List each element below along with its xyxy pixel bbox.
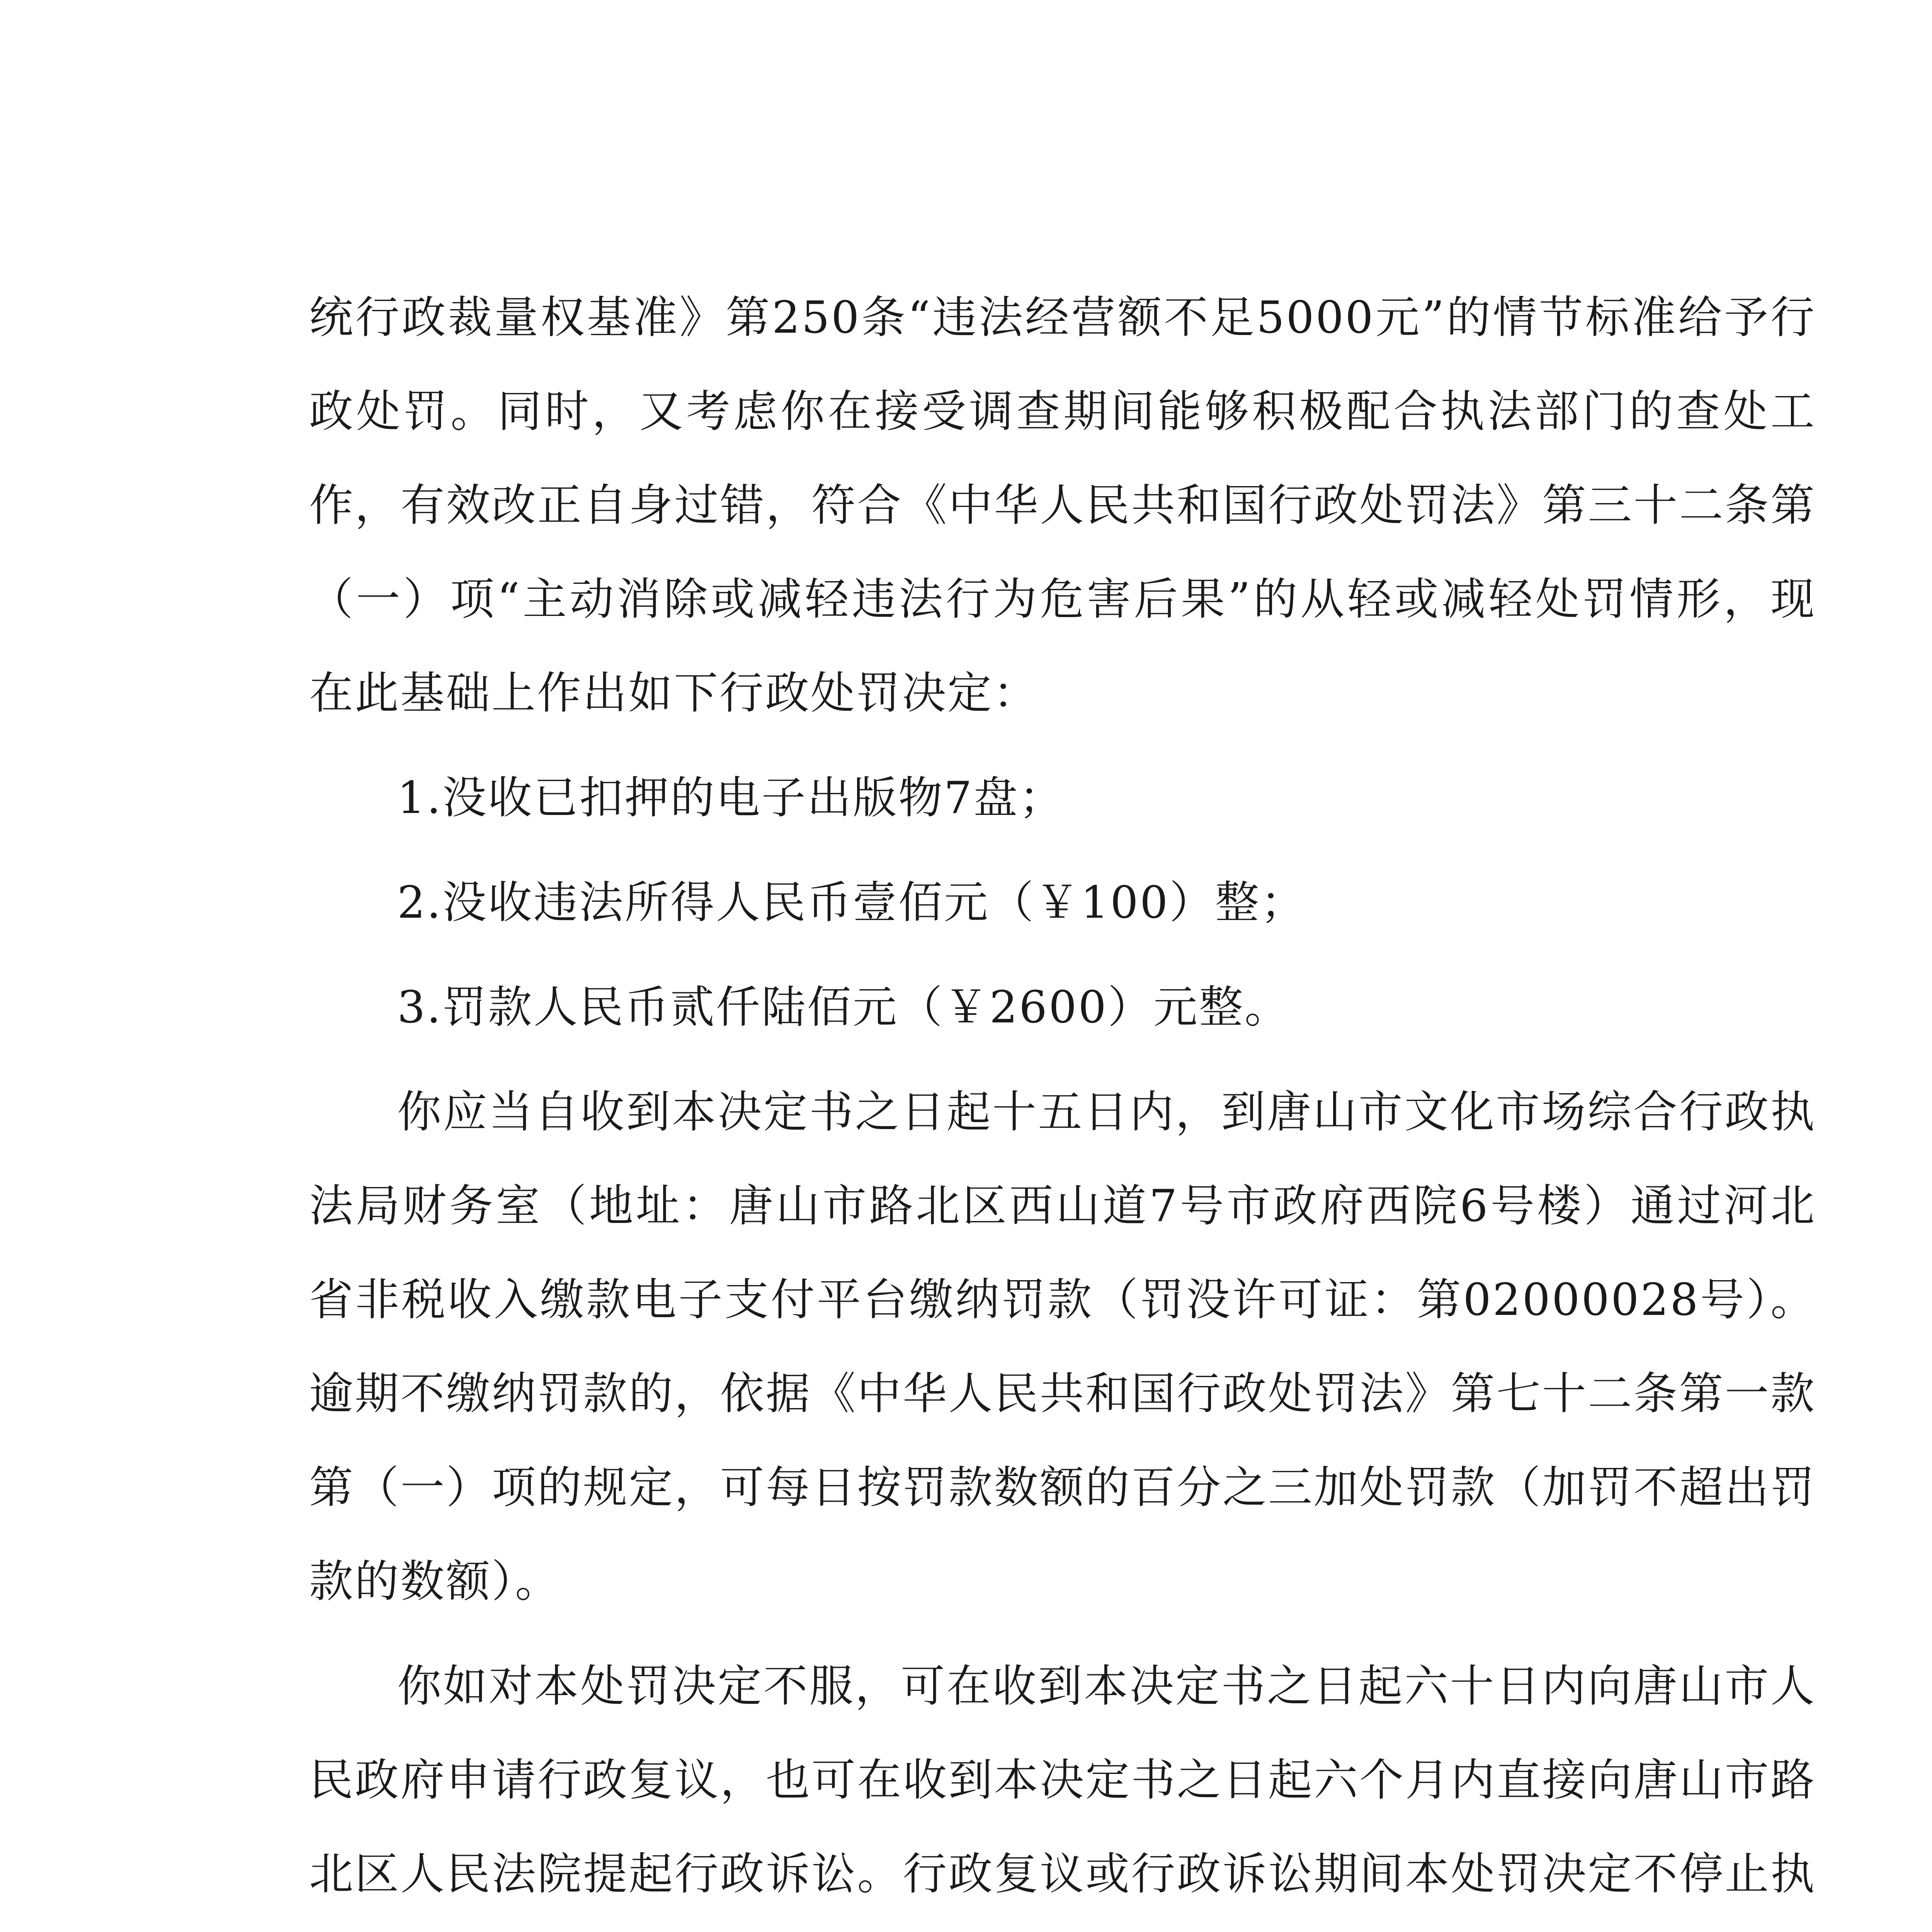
paragraph-basis: 统行政裁量权基准》第250条“违法经营额不足5000元”的情节标准给予行政处罚。同时，又考虑你在接受调查期间能够积极配合执法部门的查处工作，有效改正自身过错，符合《中华人民共和国行政处罚法》第三十二条第（一）项“主动消除或减轻违法行为危害后果”的从轻或减轻处罚情形，现在此基础上作出如下行政处罚决定： (309, 292, 1816, 719)
penalty-item-1: 1.没收已扣押的电子出版物7盘； (397, 772, 1065, 823)
penalty-item-3: 3.罚款人民币贰仟陆佰元（￥2600）元整。 (397, 981, 1290, 1033)
penalty-item-2: 2.没收违法所得人民币壹佰元（￥100）整； (397, 877, 1306, 928)
paragraph-appeal: 你如对本处罚决定不服，可在收到本决定书之日起六十日内向唐山市人民政府申请行政复议，也可在收到本决定书之日起六个月内直接向唐山市路北区人民法院提起行政诉讼。行政复议或行政诉讼期间本处罚决定不停止执 (309, 1660, 1816, 1900)
paragraph-payment: 你应当自收到本决定书之日起十五日内，到唐山市文化市场综合行政执法局财务室（地址：唐山市路北区西山道7号市政府西院6号楼）通过河北省非税收入缴款电子支付平台缴纳罚款（罚没许可证：第02000028号）。逾期不缴纳罚款的，依据《中华人民共和国行政处罚法》第七十二条第一款第（一）项的规定，可每日按罚款数额的百分之三加处罚款（加罚不超出罚款的数额）。 (309, 1086, 1816, 1607)
document-body (309, 270, 1816, 1932)
